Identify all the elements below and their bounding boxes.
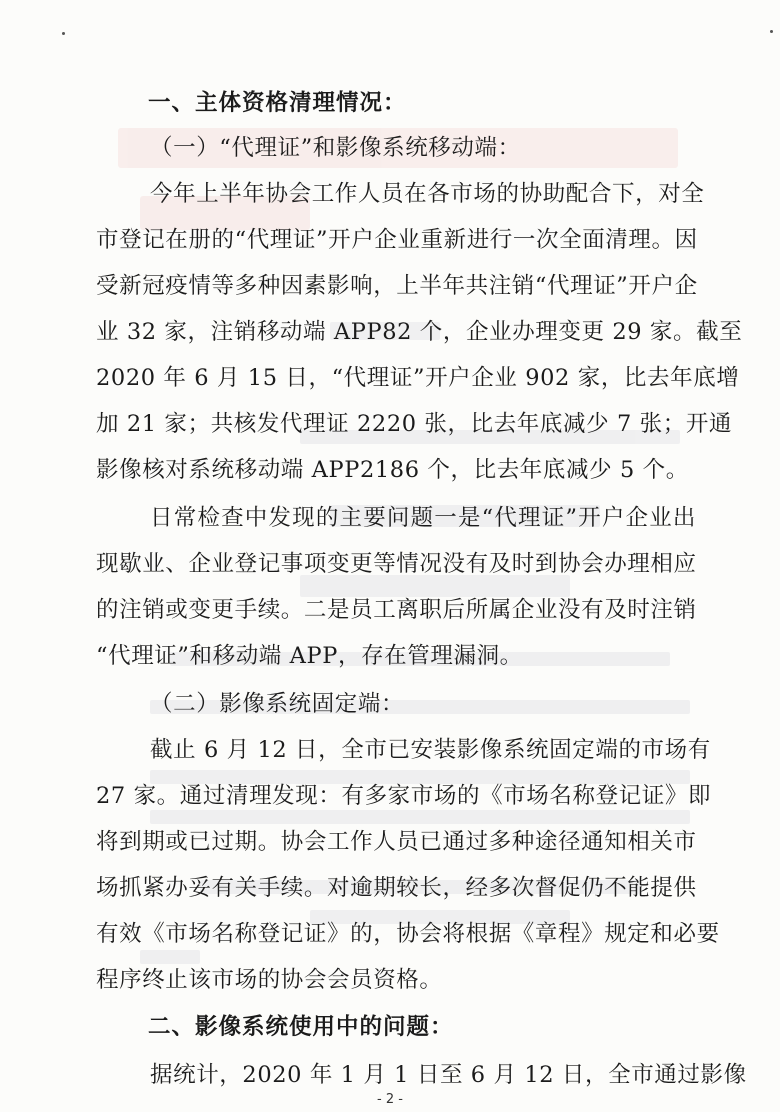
paragraph-1-line-2: 市登记在册的“代理证”开户企业重新进行一次全面清理。因 [96,227,698,253]
subsection-heading-2: （二）影像系统固定端： [150,691,405,717]
paragraph-3-line-4: 场抓紧办妥有关手续。对逾期较长，经多次督促仍不能提供 [96,875,697,901]
paragraph-1-line-1: 今年上半年协会工作人员在各市场的协助配合下，对全 [150,181,705,207]
scan-speck [770,30,773,33]
paragraph-2-line-1: 日常检查中发现的主要问题一是“代理证”开户企业出 [150,505,696,531]
paragraph-3-line-3: 将到期或已过期。协会工作人员已通过多种途径通知相关市 [96,829,697,855]
section-heading-2: 二、影像系统使用中的问题： [148,1014,454,1040]
page-number: - 2 - [377,1092,403,1107]
paragraph-2-line-3: 的注销或变更手续。二是员工离职后所属企业没有及时注销 [96,597,697,623]
paragraph-2-line-2: 现歇业、企业登记事项变更等情况没有及时到协会办理相应 [96,551,697,577]
paragraph-1-line-6: 加 21 家；共核发代理证 2220 张，比去年底减少 7 张；开通 [96,411,733,437]
paragraph-3-line-1: 截止 6 月 12 日，全市已安装影像系统固定端的市场有 [150,737,711,763]
paragraph-1-line-5: 2020 年 6 月 15 日，“代理证”开户企业 902 家，比去年底增 [96,365,740,391]
section-heading-1: 一、主体资格清理情况： [148,90,407,116]
paragraph-4-line-1: 据统计，2020 年 1 月 1 日至 6 月 12 日，全市通过影像 [150,1062,747,1088]
paragraph-1-line-4: 业 32 家，注销移动端 APP82 个，企业办理变更 29 家。截至 [96,319,743,345]
paragraph-3-line-2: 27 家。通过清理发现：有多家市场的《市场名称登记证》即 [96,783,712,809]
paragraph-2-line-4: “代理证”和移动端 APP，存在管理漏洞。 [96,643,523,669]
subsection-heading-1: （一）“代理证”和影像系统移动端： [150,135,521,161]
paragraph-3-line-5: 有效《市场名称登记证》的，协会将根据《章程》规定和必要 [96,921,720,947]
scan-speck [62,32,65,35]
paragraph-1-line-7: 影像核对系统移动端 APP2186 个，比去年底减少 5 个。 [96,457,689,483]
paragraph-3-line-6: 程序终止该市场的协会会员资格。 [96,967,443,993]
paragraph-1-line-3: 受新冠疫情等多种因素影响，上半年共注销“代理证”开户企 [96,273,698,299]
